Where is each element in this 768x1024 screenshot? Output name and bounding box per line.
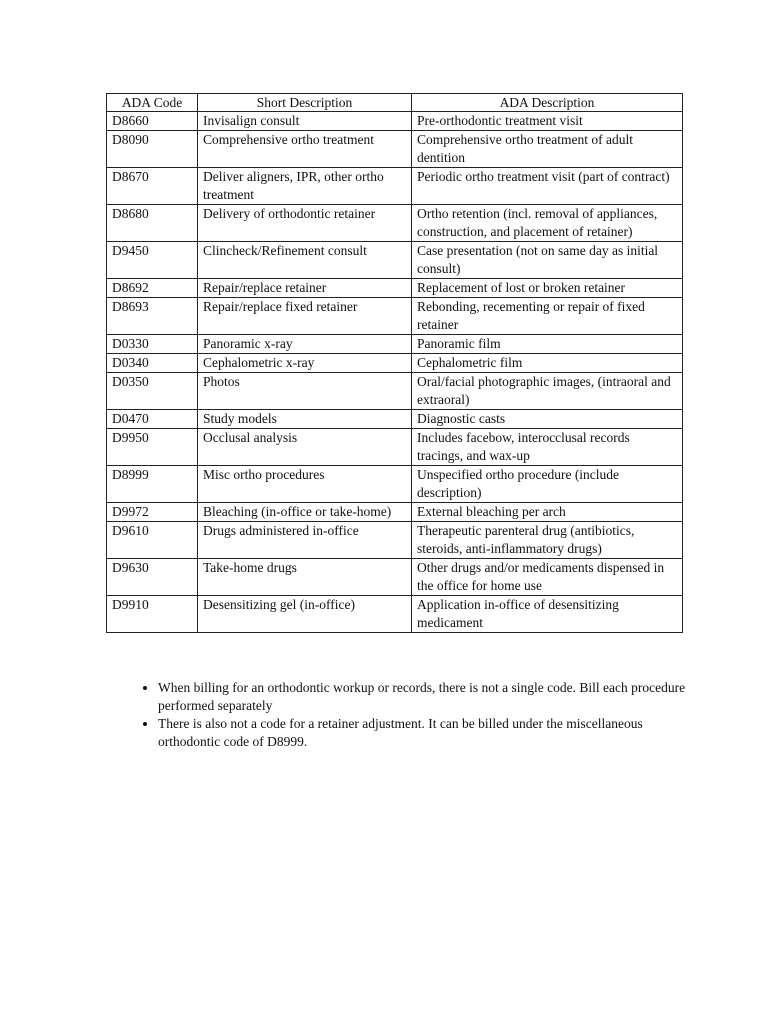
ada-description-cell: Replacement of lost or broken retainer bbox=[412, 279, 683, 298]
short-description-cell: Drugs administered in-office bbox=[198, 522, 412, 559]
short-description-cell: Deliver aligners, IPR, other ortho treatment bbox=[198, 168, 412, 205]
table-row bbox=[107, 503, 683, 522]
table-body bbox=[107, 112, 683, 633]
ada-description-cell: External bleaching per arch bbox=[412, 503, 683, 522]
table-header-row bbox=[107, 94, 683, 112]
short-description-cell: Occlusal analysis bbox=[198, 429, 412, 466]
ada-code-cell: D8693 bbox=[107, 298, 198, 335]
ada-code-cell: D9630 bbox=[107, 559, 198, 596]
ada-code-cell: D9972 bbox=[107, 503, 198, 522]
table-row bbox=[107, 335, 683, 354]
table-row bbox=[107, 298, 683, 335]
table-row bbox=[107, 205, 683, 242]
ada-description-cell: Rebonding, recementing or repair of fixed retainer bbox=[412, 298, 683, 335]
table-row bbox=[107, 410, 683, 429]
ada-code-cell: D8692 bbox=[107, 279, 198, 298]
ada-code-cell: D9610 bbox=[107, 522, 198, 559]
ada-description-cell: Diagnostic casts bbox=[412, 410, 683, 429]
ada-code-cell: D0340 bbox=[107, 354, 198, 373]
short-description-cell: Photos bbox=[198, 373, 412, 410]
short-description-cell: Bleaching (in-office or take-home) bbox=[198, 503, 412, 522]
ada-code-cell: D8090 bbox=[107, 131, 198, 168]
short-description-cell: Cephalometric x-ray bbox=[198, 354, 412, 373]
short-description-cell: Comprehensive ortho treatment bbox=[198, 131, 412, 168]
header-short-description: Short Description bbox=[198, 94, 412, 112]
short-description-cell: Clincheck/Refinement consult bbox=[198, 242, 412, 279]
table-row bbox=[107, 354, 683, 373]
notes-list bbox=[130, 679, 688, 751]
ada-description-cell: Unspecified ortho procedure (include description) bbox=[412, 466, 683, 503]
table-row bbox=[107, 522, 683, 559]
table-row bbox=[107, 279, 683, 298]
table-row bbox=[107, 242, 683, 279]
short-description-cell: Study models bbox=[198, 410, 412, 429]
table-row bbox=[107, 168, 683, 205]
short-description-cell: Delivery of orthodontic retainer bbox=[198, 205, 412, 242]
short-description-cell: Panoramic x-ray bbox=[198, 335, 412, 354]
ada-code-cell: D9910 bbox=[107, 596, 198, 633]
table-row bbox=[107, 373, 683, 410]
ada-description-cell: Other drugs and/or medicaments dispensed in the office for home use bbox=[412, 559, 683, 596]
ada-code-cell: D0350 bbox=[107, 373, 198, 410]
ada-code-cell: D8999 bbox=[107, 466, 198, 503]
ada-description-cell: Comprehensive ortho treatment of adult dentition bbox=[412, 131, 683, 168]
note-item: • When billing for an orthodontic workup or records, there is not a single code. Bill each procedure performed separately bbox=[158, 679, 688, 714]
header-ada-code: ADA Code bbox=[107, 94, 198, 112]
ada-description-cell: Oral/facial photographic images, (intraoral and extraoral) bbox=[412, 373, 683, 410]
ada-description-cell: Includes facebow, interocclusal records tracings, and wax-up bbox=[412, 429, 683, 466]
table-row bbox=[107, 112, 683, 131]
ada-description-cell: Ortho retention (incl. removal of appliances, construction, and placement of retainer) bbox=[412, 205, 683, 242]
ada-code-cell: D0470 bbox=[107, 410, 198, 429]
ada-code-cell: D8660 bbox=[107, 112, 198, 131]
short-description-cell: Repair/replace fixed retainer bbox=[198, 298, 412, 335]
header-ada-description: ADA Description bbox=[412, 94, 683, 112]
ada-code-cell: D0330 bbox=[107, 335, 198, 354]
short-description-cell: Take-home drugs bbox=[198, 559, 412, 596]
table-row bbox=[107, 559, 683, 596]
ada-description-cell: Case presentation (not on same day as initial consult) bbox=[412, 242, 683, 279]
ada-description-cell: Cephalometric film bbox=[412, 354, 683, 373]
table-row bbox=[107, 131, 683, 168]
note-item: • There is also not a code for a retainer adjustment. It can be billed under the miscellaneous orthodontic code of D8999. bbox=[158, 715, 688, 750]
ada-description-cell: Therapeutic parenteral drug (antibiotics, steroids, anti-inflammatory drugs) bbox=[412, 522, 683, 559]
ada-description-cell: Periodic ortho treatment visit (part of contract) bbox=[412, 168, 683, 205]
short-description-cell: Desensitizing gel (in-office) bbox=[198, 596, 412, 633]
ada-code-cell: D9450 bbox=[107, 242, 198, 279]
ada-code-cell: D8670 bbox=[107, 168, 198, 205]
ada-code-table bbox=[106, 93, 683, 633]
ada-code-cell: D9950 bbox=[107, 429, 198, 466]
table-row bbox=[107, 596, 683, 633]
ada-description-cell: Pre-orthodontic treatment visit bbox=[412, 112, 683, 131]
ada-description-cell: Application in-office of desensitizing medicament bbox=[412, 596, 683, 633]
short-description-cell: Repair/replace retainer bbox=[198, 279, 412, 298]
short-description-cell: Invisalign consult bbox=[198, 112, 412, 131]
table-row bbox=[107, 466, 683, 503]
short-description-cell: Misc ortho procedures bbox=[198, 466, 412, 503]
ada-description-cell: Panoramic film bbox=[412, 335, 683, 354]
ada-code-cell: D8680 bbox=[107, 205, 198, 242]
table-row bbox=[107, 429, 683, 466]
